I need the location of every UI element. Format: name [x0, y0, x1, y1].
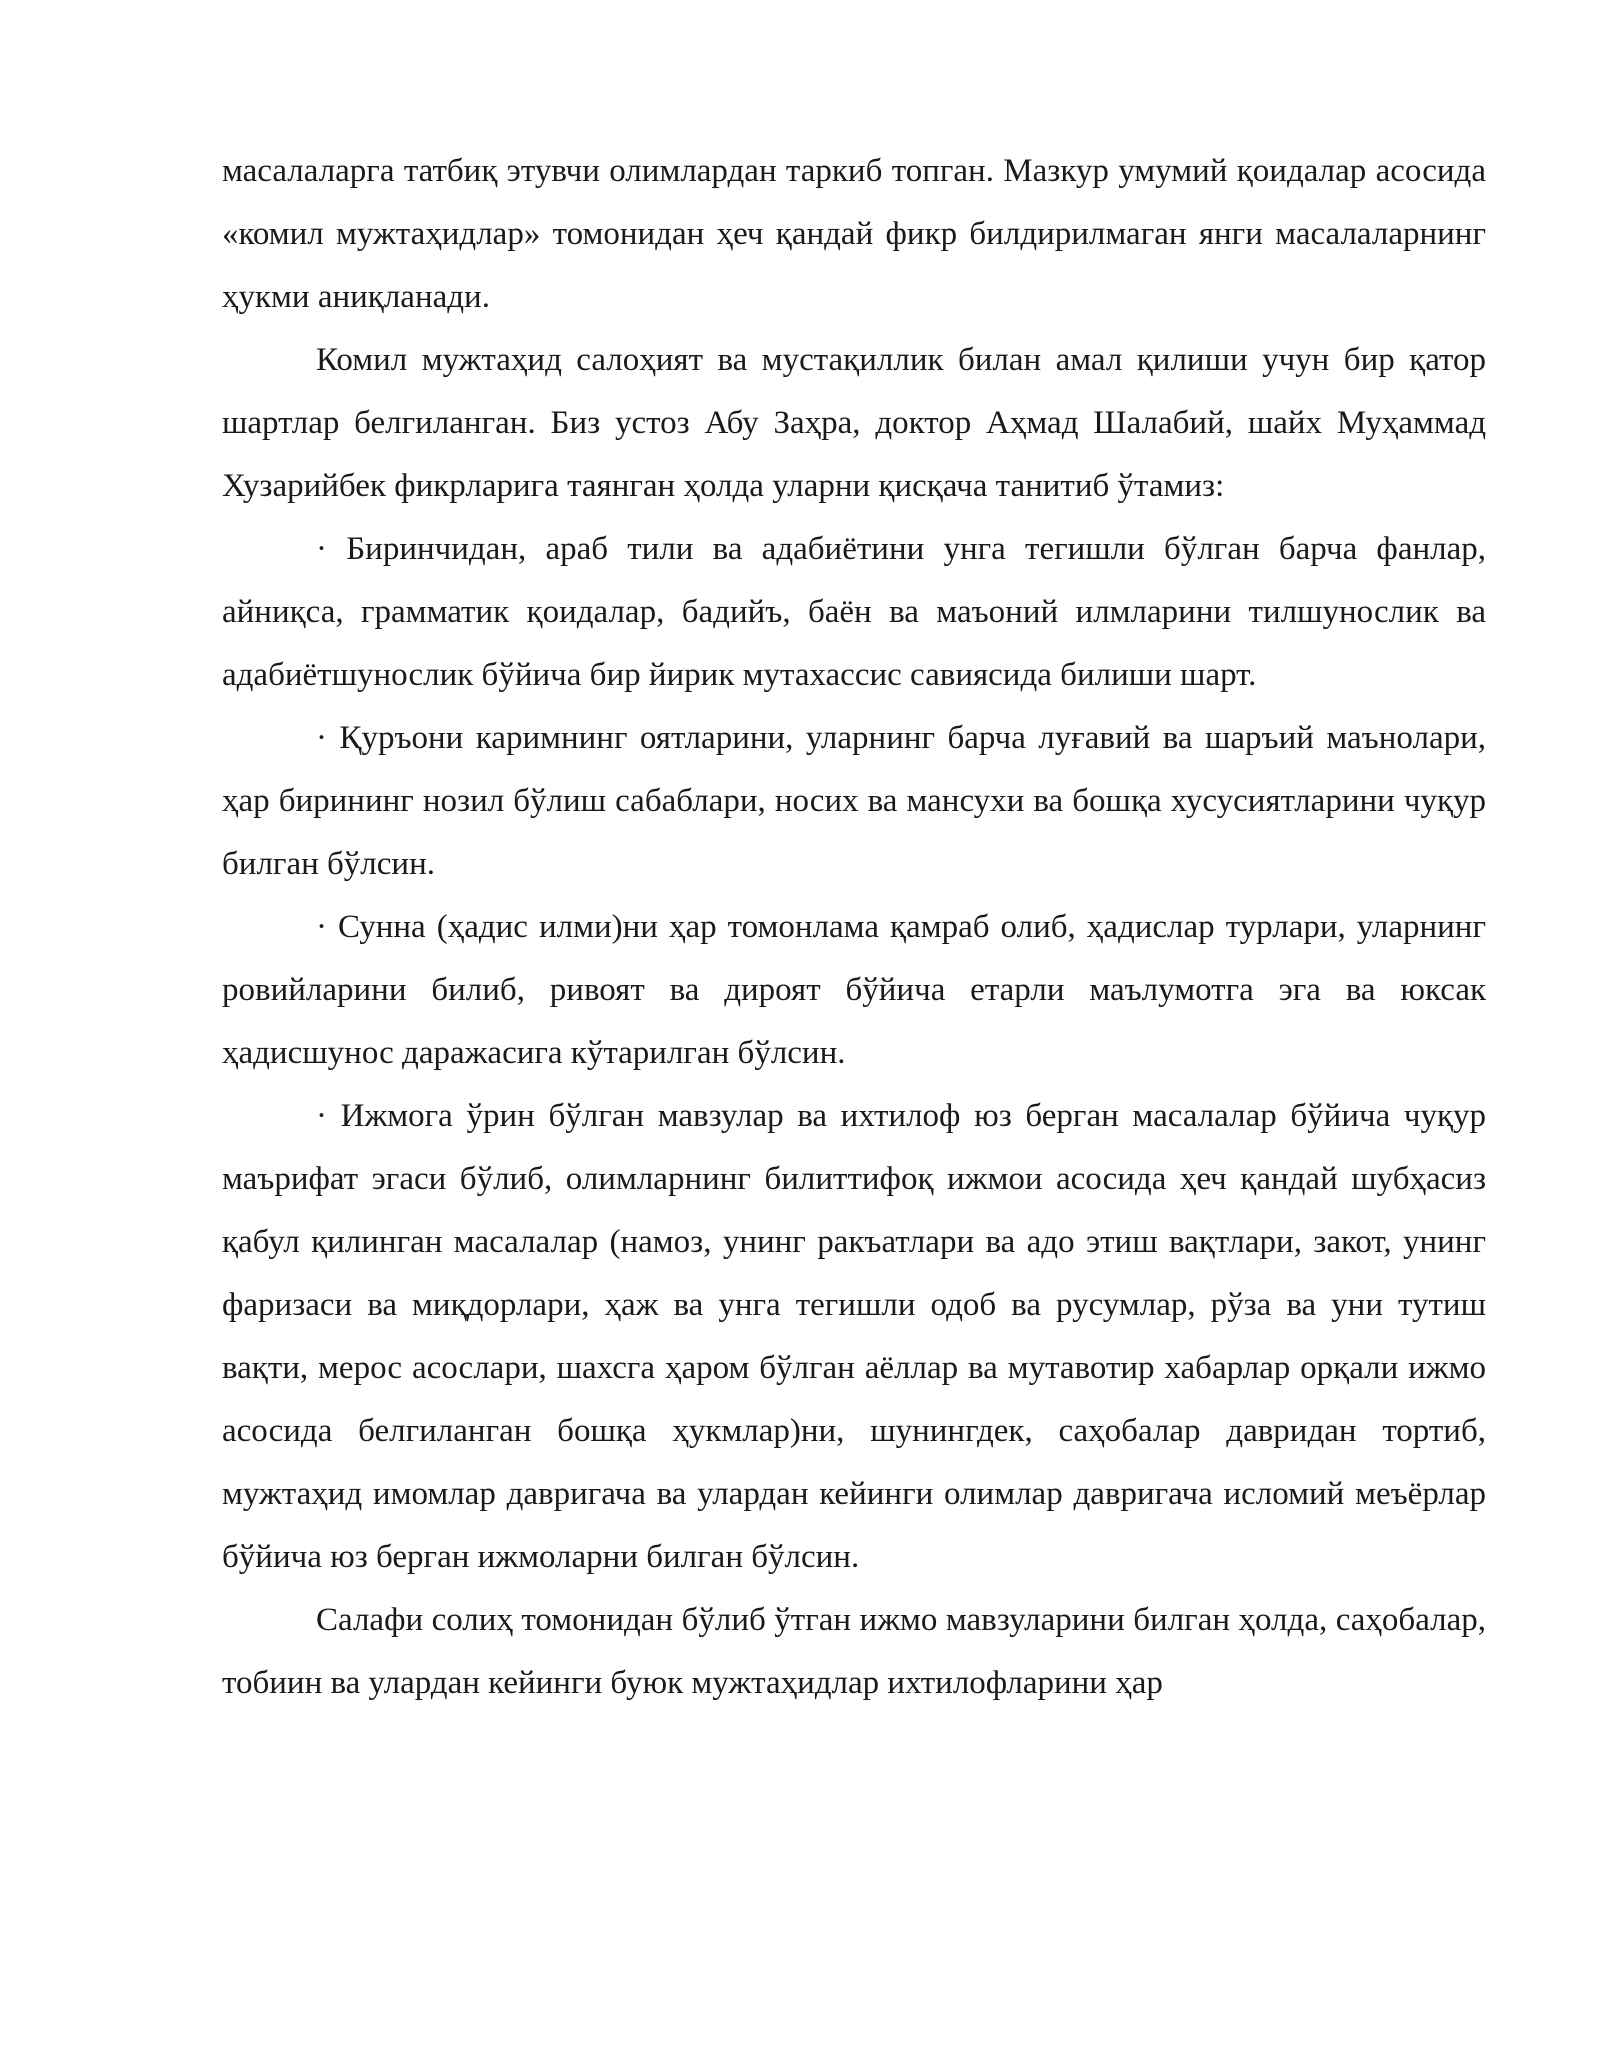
document-page: [222, 140, 1486, 1715]
paragraph-salaf: Салафи солиҳ томонидан бўлиб ўтган ижмо мавзуларини билган ҳолда, саҳобалар, тобиин ва улардан кейинги буюк мужтаҳидлар ихтилофларини ҳар: [222, 1602, 1486, 1701]
bullet-item-arabic-language: · Биринчидан, араб тили ва адабиётини унга тегишли бўлган барча фанлар, айниқса, грамматик қоидалар, бадийъ, баён ва маъоний илмларини тилшунослик ва адабиётшунослик бўйича бир йирик мутахассис савиясида билиши шарт.: [222, 531, 1486, 693]
paragraph-continuation: масалаларга татбиқ этувчи олимлардан таркиб топган. Мазкур умумий қоидалар асосида «комил мужтаҳидлар» томонидан ҳеч қандай фикр билдирилмаган янги масалаларнинг ҳукми аниқланади.: [222, 153, 1486, 315]
paragraph-conditions-intro: Комил мужтаҳид салоҳият ва мустақиллик билан амал қилиши учун бир қатор шартлар белгиланган. Биз устоз Абу Заҳра, доктор Аҳмад Шалабий, шайх Муҳаммад Хузарийбек фикрларига таянган ҳолда уларни қисқача танитиб ўтамиз:: [222, 342, 1486, 504]
bullet-item-sunnah: · Сунна (ҳадис илми)ни ҳар томонлама қамраб олиб, ҳадислар турлари, уларнинг ровийларини билиб, ривоят ва дироят бўйича етарли маълумотга эга ва юксак ҳадисшунос даражасига кўтарилган бўлсин.: [222, 909, 1486, 1071]
bullet-item-quran: · Қуръони каримнинг оятларини, уларнинг барча луғавий ва шаръий маънолари, ҳар бирининг нозил бўлиш сабаблари, носих ва мансухи ва бошқа хусусиятларини чуқур билган бўлсин.: [222, 720, 1486, 882]
bullet-item-ijma: · Ижмога ўрин бўлган мавзулар ва ихтилоф юз берган масалалар бўйича чуқур маърифат эгаси бўлиб, олимларнинг билиттифоқ ижмои асосида ҳеч қандай шубҳасиз қабул қилинган масалалар (намоз, унинг ракъатлари ва адо этиш вақтлари, закот, унинг фаризаси ва миқдорлари, ҳаж ва унга тегишли одоб ва русумлар, рўза ва уни тутиш вақти, мерос асослари, шахсга ҳаром бўлган аёллар ва мутавотир хабарлар орқали ижмо асосида белгиланган бошқа ҳукмлар)ни, шунингдек, саҳобалар давридан тортиб, мужтаҳид имомлар давригача ва улардан кейинги олимлар давригача исломий меъёрлар бўйича юз берган ижмоларни билган бўлсин.: [222, 1098, 1486, 1575]
